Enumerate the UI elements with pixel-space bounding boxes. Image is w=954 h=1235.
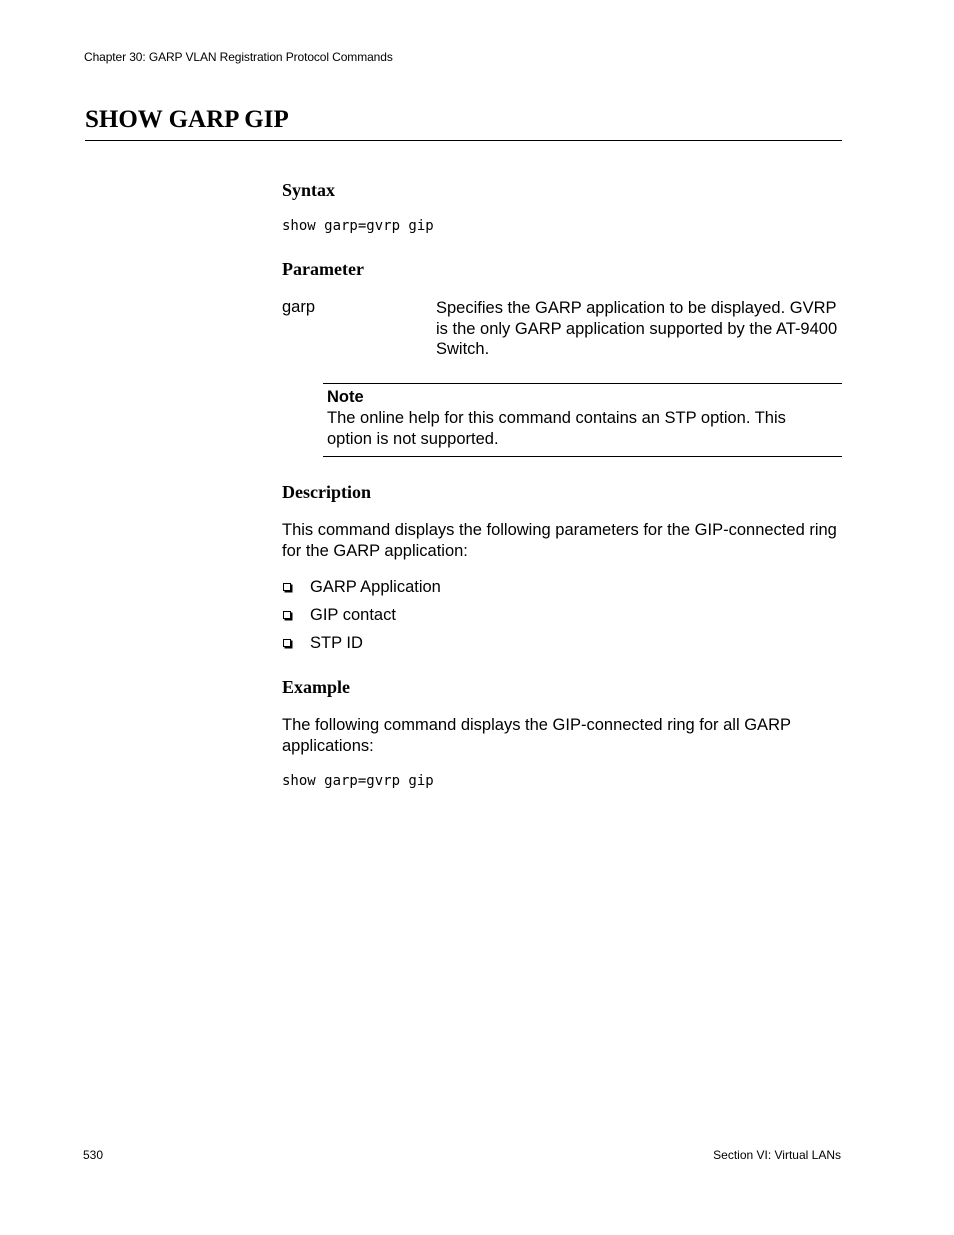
syntax-heading: Syntax [282,180,336,200]
example-text: The following command displays the GIP-connected ring for all GARP applications: [282,716,791,755]
syntax-command: show garp=gvrp gip [282,218,434,234]
page-number: 530 [83,1148,104,1162]
example-heading: Example [282,677,351,697]
note-label: Note [327,388,364,406]
example-command: show garp=gvrp gip [282,773,434,789]
page-title: SHOW GARP GIP [85,106,289,133]
parameter-name: garp [282,298,316,316]
checkbox-bullet-icon [283,639,291,647]
description-heading: Description [282,482,371,502]
checkbox-bullet-icon [283,611,291,619]
title-rule [85,140,842,141]
parameter-description: Specifies the GARP application to be displayed. GVRP is the only GARP application supported by the AT-9400 Switch. [436,299,838,358]
running-header: Chapter 30: GARP VLAN Registration Protocol Commands [84,50,393,64]
note-box [323,383,842,457]
checkbox-bullet-icon [283,583,291,591]
parameter-heading: Parameter [282,259,364,279]
note-text: The online help for this command contains an STP option. This option is not supported. [327,409,786,448]
description-text: This command displays the following parameters for the GIP-connected ring for the GARP application: [282,521,837,560]
footer-section: Section VI: Virtual LANs [713,1148,841,1162]
